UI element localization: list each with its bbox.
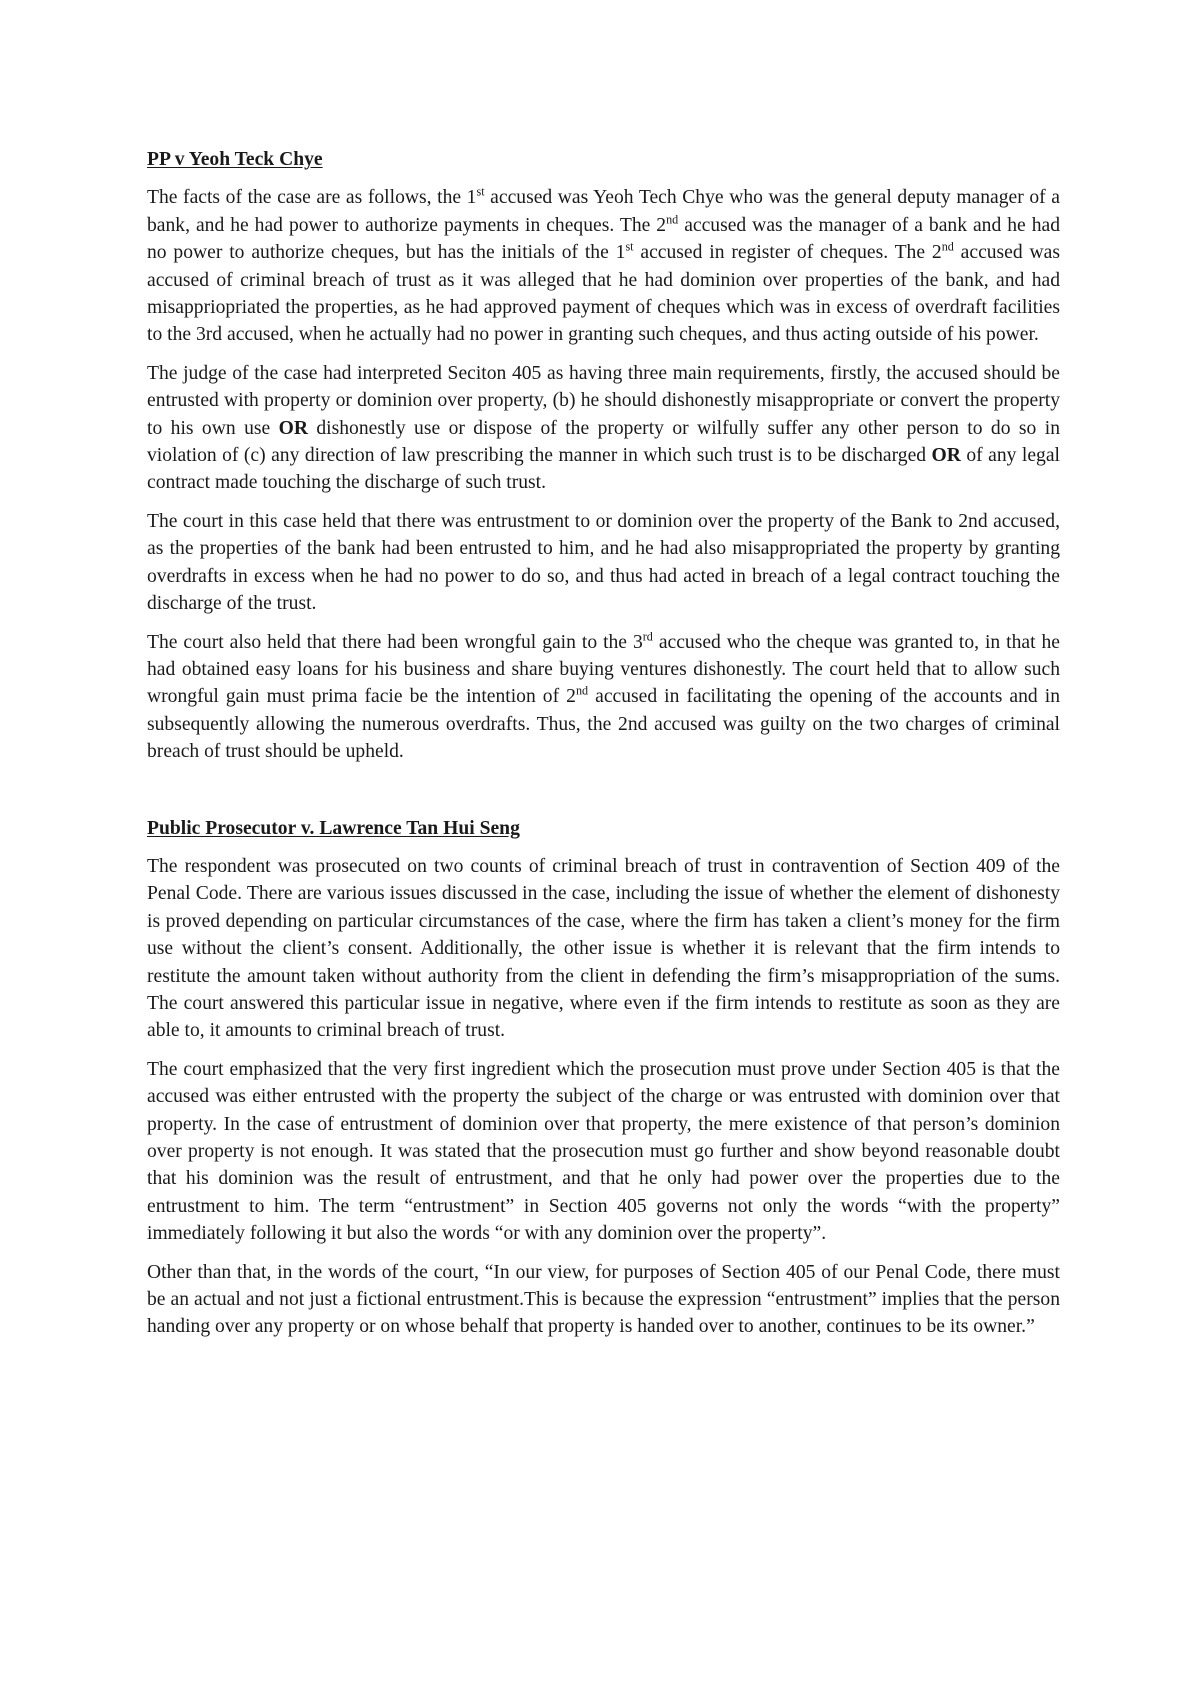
text-run: dishonestly use or dispose of the property or wilfully suffer any other person to do so in violation of (c) any direction of law prescribing the manner in which such trust is to be discharged	[147, 417, 1060, 467]
text-run: accused in register of cheques. The 2	[633, 242, 942, 264]
emphasis-or: OR	[278, 417, 308, 439]
text-run: accused who the cheque was granted to, in that he had obtained easy loans for his business and share buying ventures dishonestly. The court held that to allow such wrongful gain must prima facie be the intention of 2	[147, 631, 1060, 708]
text-run: The facts of the case are as follows, the 1	[147, 187, 477, 209]
paragraph-wrongful-gain	[147, 629, 1060, 766]
text-run: The court also held that there had been wrongful gain to the 3	[147, 631, 643, 653]
ordinal-suffix: nd	[666, 212, 679, 227]
text-run: accused was Yeoh Tech Chye who was the general deputy manager of a bank, and he had power to authorize payments in cheques. The 2	[147, 187, 1060, 236]
text-run: The judge of the case had interpreted Seciton 405 as having three main requirements, firstly, the accused should be entrusted with property or dominion over property, (b) he should dishonestly misappropriate or convert the property to his own use	[147, 362, 1060, 439]
section-spacer	[147, 777, 1060, 815]
text-run: accused was accused of criminal breach of trust as it was alleged that he had dominion over properties of the bank, and had misappriopriated the properties, as he had approved payment of cheques which was in excess of overdraft facilities to the 3rd accused, when he actually had no power in granting such cheques, and thus acting outside of his power.	[147, 242, 1060, 346]
ordinal-suffix: st	[476, 184, 485, 199]
paragraph-court-quote: Other than that, in the words of the court, “In our view, for purposes of Section 405 of our Penal Code, there must be an actual and not just a fictional entrustment.This is because the expression “entrustment” implies that the person handing over any property or on whose behalf that property is handed over to another, continues to be its owner.”	[147, 1261, 1060, 1338]
ordinal-suffix: rd	[642, 628, 653, 643]
paragraph-entrustment-held: The court in this case held that there was entrustment to or dominion over the property of the Bank to 2nd accused, as the properties of the bank had been entrusted to him, and he had also misappropriated the property by granting overdrafts in excess when he had no power to do so, and thus had acted in breach of a legal contract touching the discharge of the trust.	[147, 510, 1060, 615]
ordinal-suffix: nd	[575, 683, 589, 698]
ordinal-suffix: nd	[941, 239, 954, 254]
case-heading-lawrence-tan: Public Prosecutor v. Lawrence Tan Hui Seng	[147, 817, 520, 839]
case-heading-yeoh-teck-chye: PP v Yeoh Teck Chye	[147, 149, 323, 170]
paragraph-requirements	[147, 360, 1060, 497]
paragraph-first-ingredient: The court emphasized that the very first ingredient which the prosecution must prove under Section 405 is that the accused was either entrusted with the property the subject of the charge or was entrusted with dominion over that property. In the case of entrustment of dominion over that property, the mere existence of that person’s dominion over property is not enough. It was stated that the prosecution must go further and show beyond reasonable doubt that his dominion was the result of entrustment, and that he only had power over the properties due to the entrustment to him. The term “entrustment” in Section 405 governs not only the words “with the property” immediately following it but also the words “or with any dominion over the property”.	[147, 1058, 1060, 1245]
paragraph-facts	[147, 184, 1060, 348]
ordinal-suffix: st	[625, 239, 634, 254]
emphasis-or: OR	[931, 445, 961, 467]
text-run: of any legal contract made touching the discharge of such trust.	[147, 445, 1060, 494]
paragraph-respondent: The respondent was prosecuted on two counts of criminal breach of trust in contravention of Section 409 of the Penal Code. There are various issues discussed in the case, including the issue of whether the element of dishonesty is proved depending on particular circumstances of the case, where the firm has taken a client’s money for the firm use without the client’s consent. Additionally, the other issue is whether it is relevant that the firm intends to restitute the amount taken without authority from the client in defending the firm’s misappropriation of the sums. The court answered this particular issue in negative, where even if the firm intends to restitute as soon as they are able to, it amounts to criminal breach of trust.	[147, 855, 1060, 1042]
document-page	[147, 146, 1060, 1352]
text-run: accused was the manager of a bank and he had no power to authorize cheques, but has the initials of the 1	[147, 214, 1060, 264]
text-run: accused in facilitating the opening of the accounts and in subsequently allowing the numerous overdrafts. Thus, the 2nd accused was guilty on the two charges of criminal breach of trust should be upheld.	[147, 686, 1060, 763]
